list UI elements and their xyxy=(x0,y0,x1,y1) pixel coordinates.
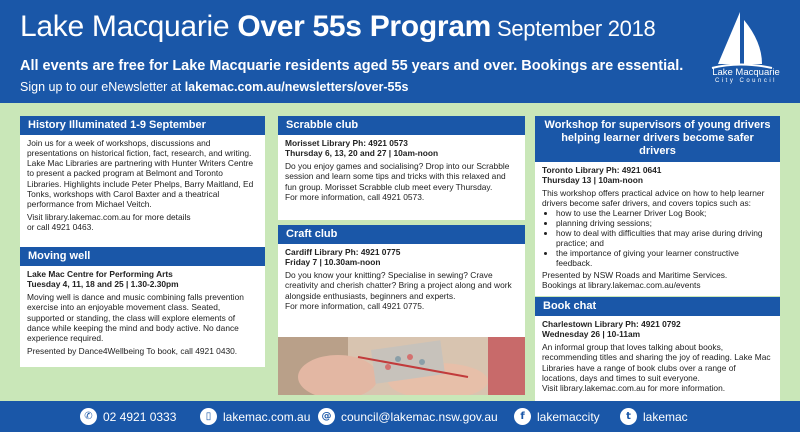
moving-dates: Tuesday 4, 11, 18 and 25 | 1.30-2.30pm xyxy=(27,279,179,290)
scrabble-dates: Thursday 6, 13, 20 and 27 | 10am-noon xyxy=(285,148,439,159)
footer-email[interactable]: @ council@lakemac.nsw.gov.au xyxy=(318,408,498,425)
subtitle: All events are free for Lake Macquarie residents aged 55 years and over. Bookings are essential. xyxy=(20,58,684,74)
phone-icon: ✆ xyxy=(80,408,97,425)
header xyxy=(0,0,800,103)
newsletter-link[interactable]: lakemac.com.au/newsletters/over-55s xyxy=(184,80,409,94)
workshop-panel xyxy=(535,116,780,296)
newsletter-line: Sign up to our eNewsletter at lakemac.com.au/newsletters/over-55s xyxy=(20,80,409,94)
workshop-presented: Presented by NSW Roads and Maritime Services. xyxy=(542,270,728,281)
craft-panel xyxy=(278,225,525,395)
twitter-icon: t xyxy=(620,408,637,425)
footer-web[interactable]: ▯ lakemac.com.au xyxy=(200,408,310,425)
list-item: • how to deal with difficulties that may arise during driving practice; and xyxy=(556,228,773,248)
workshop-dates: Thursday 13 | 10am-noon xyxy=(542,174,644,185)
scrabble-info: For more information, call 4921 0573. xyxy=(285,191,425,202)
history-visit: Visit library.lakemac.com.au for more details xyxy=(27,211,191,222)
moving-location: Lake Mac Centre for Performing Arts xyxy=(27,269,173,280)
list-item: • how to use the Learner Driver Log Book; xyxy=(556,208,773,218)
workshop-title: Workshop for supervisors of young drivers helping learner drivers become safer drivers xyxy=(535,116,780,162)
footer-facebook[interactable]: f lakemaccity xyxy=(514,408,600,425)
moving-body: Moving well is dance and music combining falls prevention exercise into an enjoyable movement class. Seated, supported or standing, the class will explore elements of dance while keeping the mind and body active. No dance experience required. xyxy=(27,292,244,343)
history-title: History Illuminated 1-9 September xyxy=(20,116,265,135)
page-title: Lake Macquarie Over 55s Program September 2018 xyxy=(20,10,656,43)
footer xyxy=(0,401,800,432)
footer-phone[interactable]: ✆ 02 4921 0333 xyxy=(80,408,176,425)
scrabble-panel xyxy=(278,116,525,220)
moving-presented: Presented by Dance4Wellbeing To book, call 4921 0430. xyxy=(27,345,238,356)
craft-photo xyxy=(278,337,525,395)
workshop-topics xyxy=(556,208,773,268)
workshop-bookings: Bookings at library.lakemac.com.au/events xyxy=(542,280,701,291)
logo-wordmark: Lake Macquarie City Council xyxy=(712,67,780,84)
craft-dates: Friday 7 | 10.30am-noon xyxy=(285,257,381,268)
program-grid xyxy=(0,103,800,401)
book-dates: Wednesday 26 | 10-11am xyxy=(542,329,641,340)
scrabble-location: Morisset Library Ph: 4921 0573 xyxy=(285,138,408,149)
book-body: An informal group that loves talking about books, recommending titles and sharing the joy of reading. Lake Mac Libraries have a range of book clubs over a range of locations, days and times to suit everyone. xyxy=(542,342,771,383)
month-label: September 2018 xyxy=(496,16,656,41)
craft-body: Do you know your knitting? Specialise in sewing? Crave creativity and cherish chatter? Bring a project along and work alongside enthusiasts, beginners and experts. xyxy=(285,270,512,301)
book-title: Book chat xyxy=(535,297,780,316)
book-panel xyxy=(535,297,780,401)
history-body: Join us for a week of workshops, discussions and presentations on historical fiction, fact, research, and writing. Lake Mac Libraries are partnering with Hunter Writers Centre to present a packed program at Belmont and Toronto Libraries. Highlights include Peter Phelps, Barry Maitland, Ed Tonks, workshops with Carol Baxter and a theatrical performance from Michael Veitch. xyxy=(27,138,254,209)
craft-title: Craft club xyxy=(278,225,525,244)
craft-info: For more information, call 4921 0775. xyxy=(285,300,425,311)
list-item: • planning driving sessions; xyxy=(556,218,773,228)
moving-panel xyxy=(20,247,265,367)
scrabble-body: Do you enjoy games and socialising? Drop into our Scrabble session and learn some tips and tricks with this relaxed and fun group. Morisset Scrabble club meet every Thursday. xyxy=(285,161,510,192)
moving-title: Moving well xyxy=(20,247,265,266)
history-panel xyxy=(20,116,265,247)
craft-location: Cardiff Library Ph: 4921 0775 xyxy=(285,247,401,258)
book-location: Charlestown Library Ph: 4921 0792 xyxy=(542,319,681,330)
list-item: • the importance of giving your learner constructive feedback. xyxy=(556,248,773,268)
history-call: or call 4921 0463. xyxy=(27,221,94,232)
at-icon: @ xyxy=(318,408,335,425)
scrabble-title: Scrabble club xyxy=(278,116,525,135)
workshop-intro: This workshop offers practical advice on how to help learner drivers become safer drivers, and covers topics such as: xyxy=(542,187,765,208)
workshop-location: Toronto Library Ph: 4921 0641 xyxy=(542,164,662,175)
book-visit: Visit library.lakemac.com.au for more information. xyxy=(542,382,726,393)
mouse-icon: ▯ xyxy=(200,408,217,425)
facebook-icon: f xyxy=(514,408,531,425)
footer-twitter[interactable]: t lakemac xyxy=(620,408,688,425)
